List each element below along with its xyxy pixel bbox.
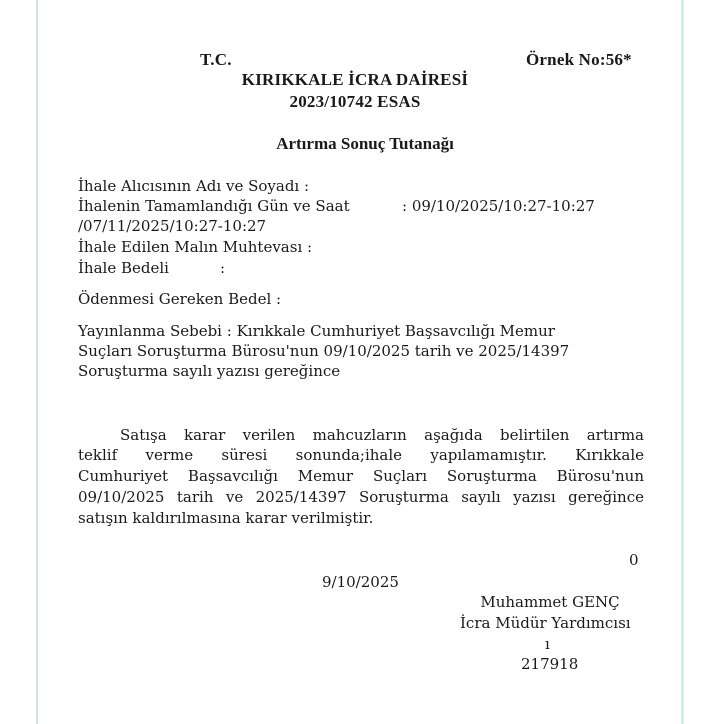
- field-reason-line1: Yayınlanma Sebebi : Kırıkkale Cumhuriyet Başsavcılığı Memur: [78, 322, 555, 340]
- paragraph-line2: teklif verme süresi sonunda;ihale yapılamamıştır. Kırıkkale: [78, 446, 644, 464]
- page-right-edge: [681, 0, 684, 724]
- paragraph-line4: 09/10/2025 tarih ve 2025/14397 Soruşturma sayılı yazısı gereğince: [78, 488, 644, 506]
- header-tc: T.C.: [200, 50, 232, 69]
- field-goods-content: İhale Edilen Malın Muhtevası :: [78, 238, 313, 256]
- signer-id: 217918: [521, 655, 579, 673]
- field-reason-line2: Suçları Soruşturma Bürosu'nun 09/10/2025 tarih ve 2025/14397: [78, 342, 570, 360]
- header-office: KIRIKKALE İCRA DAİRESİ: [241, 70, 469, 89]
- signer-title: İcra Müdür Yardımcısı: [460, 614, 631, 632]
- document-title: Artırma Sonuç Tutanağı: [276, 134, 454, 153]
- header-sample-no: Örnek No:56*: [526, 50, 632, 69]
- header-file-no: 2023/10742 ESAS: [289, 92, 421, 111]
- field-price-label: İhale Bedeli: [78, 259, 169, 277]
- paragraph-line3: Cumhuriyet Başsavcılığı Memur Suçları Soruşturma Bürosu'nun: [78, 467, 644, 485]
- page-left-edge: [36, 0, 38, 724]
- paragraph-line5: satışın kaldırılmasına karar verilmiştir.: [78, 509, 374, 527]
- footer-zero: 0: [629, 551, 639, 569]
- field-price-colon: :: [220, 259, 226, 277]
- field-reason-line3: Soruşturma sayılı yazısı gereğince: [78, 362, 341, 380]
- field-payable-amount: Ödenmesi Gereken Bedel :: [78, 290, 282, 308]
- field-completion-label: İhalenin Tamamlandığı Gün ve Saat: [78, 197, 350, 215]
- field-completion-continuation: /07/11/2025/10:27-10:27: [78, 217, 267, 235]
- field-buyer-name: İhale Alıcısının Adı ve Soyadı :: [78, 177, 310, 195]
- signer-name: Muhammet GENÇ: [480, 593, 620, 611]
- signer-mark: ı: [545, 635, 550, 653]
- footer-date: 9/10/2025: [322, 573, 399, 591]
- field-completion-value: : 09/10/2025/10:27-10:27: [402, 197, 595, 215]
- paragraph-line1: Satışa karar verilen mahcuzların aşağıda belirtilen artırma: [120, 426, 644, 444]
